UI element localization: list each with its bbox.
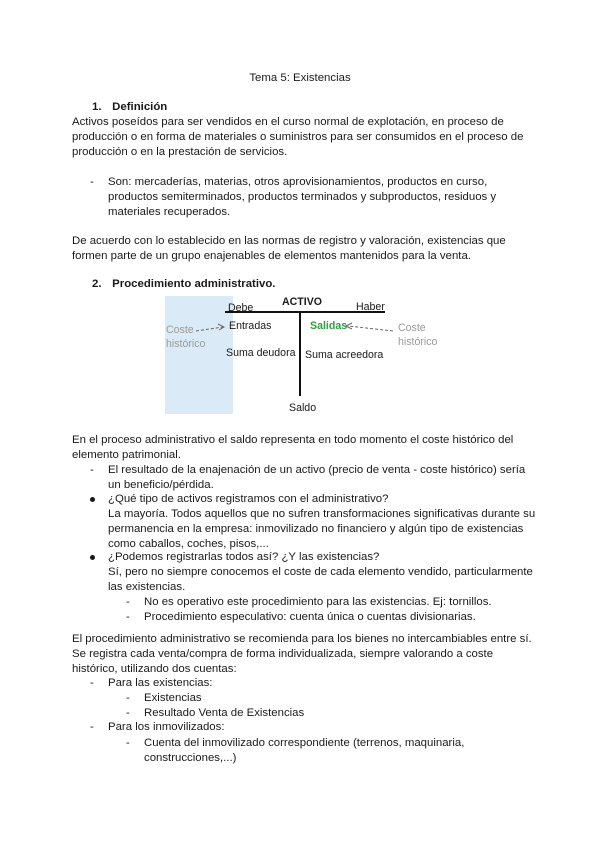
left-dashed-arrow [196, 324, 224, 331]
bullet-dot [90, 497, 95, 502]
text-line: materiales recuperados. [108, 206, 231, 218]
entradas-label: Entradas [229, 320, 272, 332]
recommendation-paragraph [72, 632, 552, 677]
text-line: formen parte de un grupo enajenables de elementos mantenidos para la venta. [72, 250, 471, 262]
text-line: Activos poseídos para ser vendidos en el curso normal de explotación, en proceso de [72, 116, 504, 128]
text-line: Para las existencias: [108, 677, 213, 689]
debe-label: Debe [228, 302, 254, 314]
right-cost-note-line2: histórico [398, 336, 438, 348]
section-1-title: Definición [112, 101, 168, 113]
text-line: productos semiterminados, productos terminados y subproductos, residuos y [108, 191, 497, 203]
saldo-label: Saldo [289, 402, 317, 414]
text-line: ¿Qué tipo de activos registramos con el administrativo? [108, 493, 389, 505]
dash-marker: - [126, 737, 130, 749]
text-line: producción o en la prestación de servicios. [72, 146, 288, 158]
dash-marker: - [126, 707, 130, 719]
text-line: El procedimiento administrativo se recomienda para los bienes no intercambiables entre sí. [72, 633, 532, 645]
text-line: Para los inmovilizados: [108, 721, 225, 733]
text-line: De acuerdo con lo establecido en las normas de registro y valoración, existencias que [72, 235, 506, 247]
dash-marker: - [126, 611, 130, 623]
dash-marker: - [90, 677, 94, 689]
text-line: histórico, utilizando dos cuentas: [72, 663, 237, 675]
text-line: Se registra cada venta/compra de forma individualizada, siempre valorando a coste [72, 648, 494, 660]
text-line: Resultado Venta de Existencias [144, 707, 305, 719]
text-line: Sí, pero no siempre conocemos el coste de cada elemento vendido, particularmente [108, 566, 533, 578]
text-line: Son: mercaderías, materias, otros aprovisionamientos, productos en curso, [108, 176, 488, 188]
haber-label: Haber [356, 301, 385, 313]
dash-marker: - [126, 596, 130, 608]
suma-deudora-label: Suma deudora [226, 347, 296, 359]
page-title: Tema 5: Existencias [249, 72, 351, 84]
text-line: producción o en forma de materiales o suministros para ser consumidos en el proceso de [72, 131, 524, 143]
dash-marker: - [90, 464, 94, 476]
text-line: No es operativo este procedimiento para las existencias. Ej: tornillos. [144, 596, 492, 608]
right-cost-note-line1: Coste [398, 322, 426, 334]
salidas-label: Salidas [310, 320, 348, 332]
right-dashed-arrow [346, 323, 393, 331]
dash-marker: - [90, 176, 94, 188]
text-line: La mayoría. Todos aquellos que no sufren transformaciones significativas durante su [108, 508, 536, 520]
suma-acreedora-label: Suma acreedora [305, 349, 384, 361]
text-line: Cuenta del inmovilizado correspondiente (terrenos, maquinaria, [144, 737, 465, 749]
text-line: En el proceso administrativo el saldo representa en todo momento el coste histórico del [72, 434, 514, 446]
section-2-number: 2. [92, 278, 102, 290]
account-title: ACTIVO [282, 296, 323, 308]
text-line: construcciones,...) [144, 752, 237, 764]
dash-marker: - [90, 721, 94, 733]
text-line: las existencias. [108, 581, 186, 593]
text-line: como caballos, coches, pisos,... [108, 538, 269, 550]
text-line: un beneficio/pérdida. [108, 479, 214, 491]
saldo-paragraph [72, 433, 542, 463]
text-line: Procedimiento especulativo: cuenta única o cuentas divisionarias. [144, 611, 476, 623]
text-line: ¿Podemos registrarlas todos así? ¿Y las existencias? [108, 551, 380, 563]
text-line: elemento patrimonial. [72, 449, 181, 461]
left-cost-note-line1: Coste [166, 324, 194, 336]
dash-marker: - [126, 692, 130, 704]
section-1-number: 1. [92, 101, 102, 113]
text-line: Existencias [144, 692, 202, 704]
section-2-title: Procedimiento administrativo. [112, 278, 276, 290]
text-line: El resultado de la enajenación de un activo (precio de venta - coste histórico) sería [108, 464, 526, 476]
left-cost-note-line2: histórico [166, 338, 206, 350]
text-line: permanencia en la empresa: inmovilizado no financiero y algún tipo de existencias [108, 523, 524, 535]
bullet-dot [90, 555, 95, 560]
